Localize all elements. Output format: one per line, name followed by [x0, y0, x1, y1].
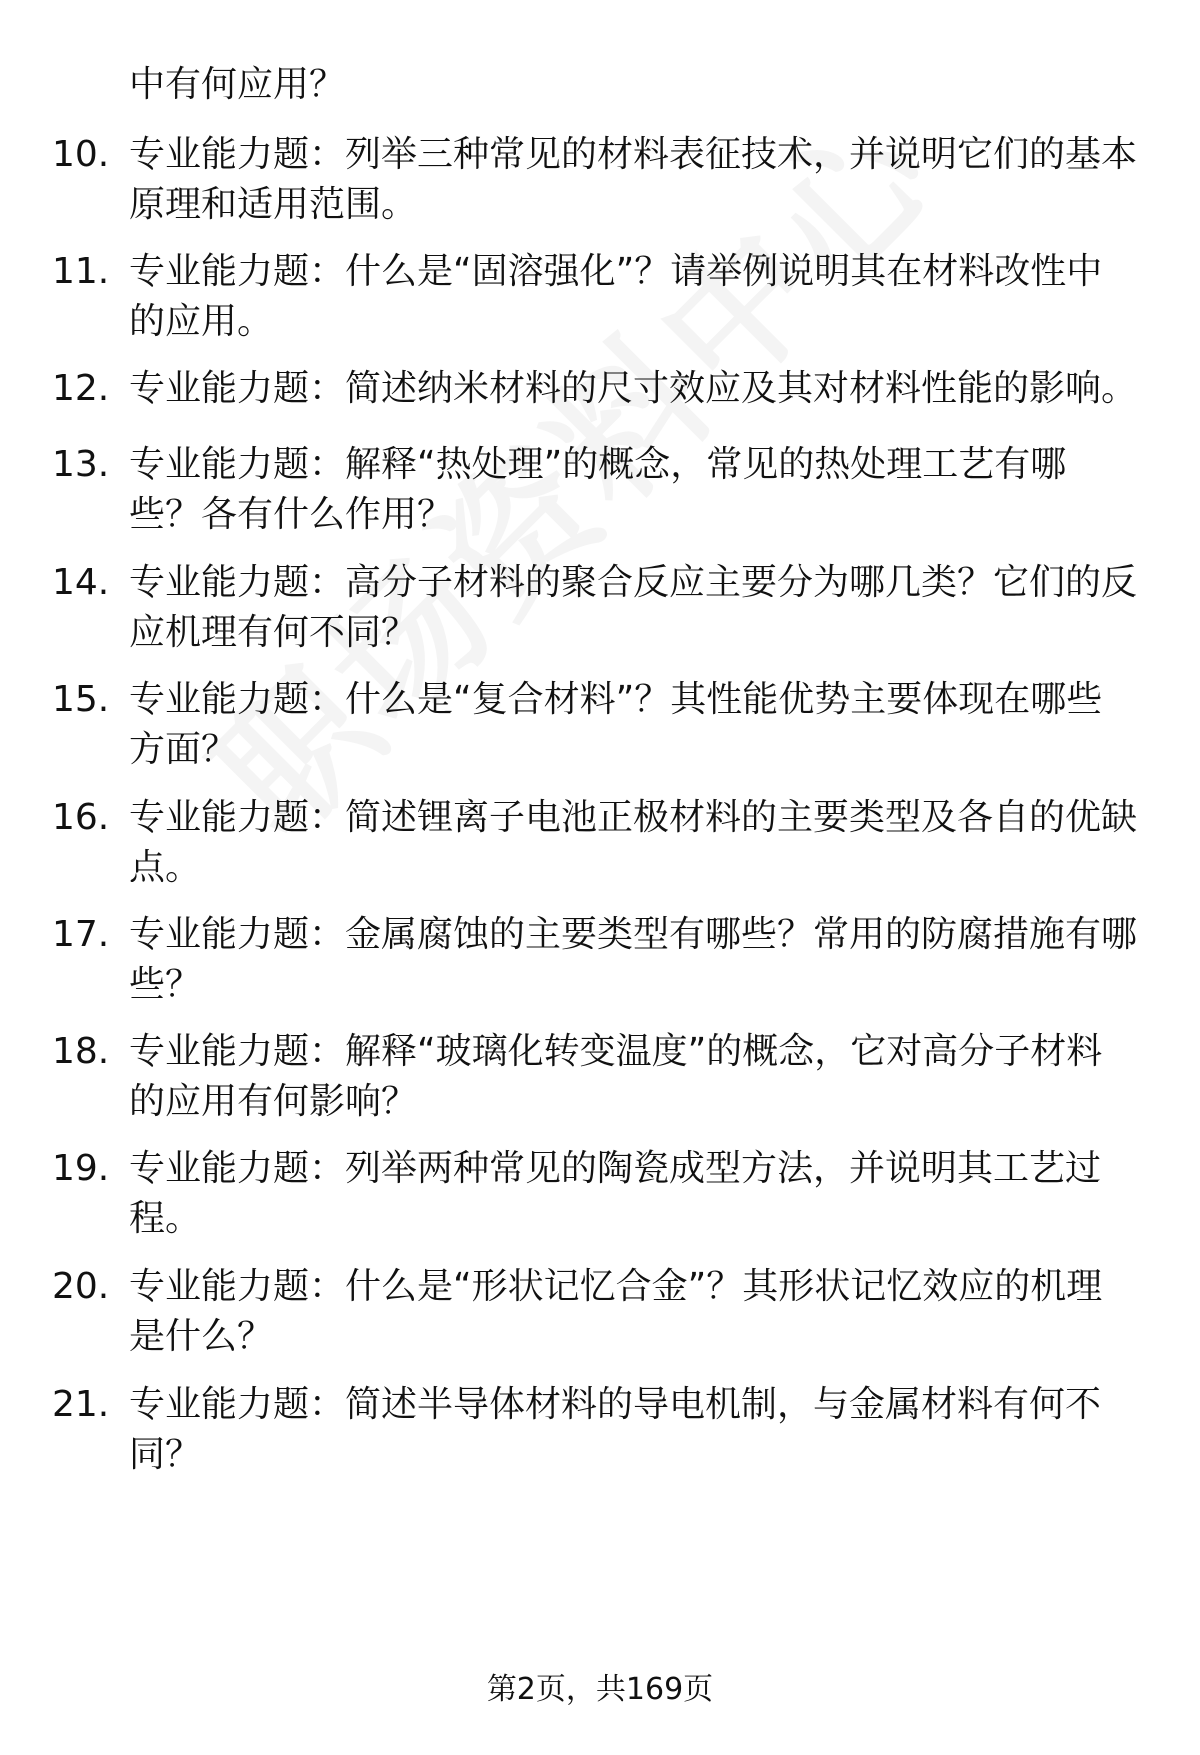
question-text: 专业能力题：高分子材料的聚合反应主要分为哪几类？它们的反 应机理有何不同？ [129, 562, 1138, 653]
question-number: 14. [52, 562, 110, 603]
question-number: 21. [52, 1384, 110, 1425]
question-text: 专业能力题：解释“热处理”的概念，常见的热处理工艺有哪 些？各有什么作用？ [129, 444, 1067, 535]
question-number: 11. [52, 251, 110, 292]
question-text: 专业能力题：什么是“形状记忆合金”？其形状记忆效应的机理 是什么？ [129, 1266, 1103, 1357]
question-text: 专业能力题：列举两种常见的陶瓷成型方法，并说明其工艺过 程。 [129, 1148, 1102, 1239]
question-number: 17. [52, 914, 110, 955]
question-number: 18. [52, 1031, 110, 1072]
question-text: 专业能力题：什么是“复合材料”？其性能优势主要体现在哪些 方面？ [129, 679, 1103, 770]
question-text: 专业能力题：简述半导体材料的导电机制，与金属材料有何不 同？ [129, 1384, 1102, 1475]
question-text: 专业能力题：列举三种常见的材料表征技术，并说明它们的基本 原理和适用范围。 [129, 134, 1138, 225]
question-number: 19. [52, 1148, 110, 1189]
page-footer: 第2页，共169页 [486, 1672, 714, 1707]
question-text: 专业能力题：什么是“固溶强化”？请举例说明其在材料改性中 的应用。 [129, 251, 1103, 342]
question-number: 16. [52, 797, 110, 838]
question-text: 专业能力题：金属腐蚀的主要类型有哪些？常用的防腐措施有哪 些？ [129, 914, 1138, 1005]
question-number: 12. [52, 368, 110, 409]
question-number: 15. [52, 679, 110, 720]
question-number: 20. [52, 1266, 110, 1307]
question-text: 专业能力题：解释“玻璃化转变温度”的概念，它对高分子材料 的应用有何影响？ [129, 1031, 1103, 1122]
question-number: 10. [52, 134, 110, 175]
question-text: 专业能力题：简述锂离子电池正极材料的主要类型及各自的优缺 点。 [129, 797, 1138, 888]
question-text: 专业能力题：简述纳米材料的尺寸效应及其对材料性能的影响。 [129, 368, 1138, 409]
question-number: 13. [52, 444, 110, 485]
continuation-line: 中有何应用？ [129, 64, 346, 105]
